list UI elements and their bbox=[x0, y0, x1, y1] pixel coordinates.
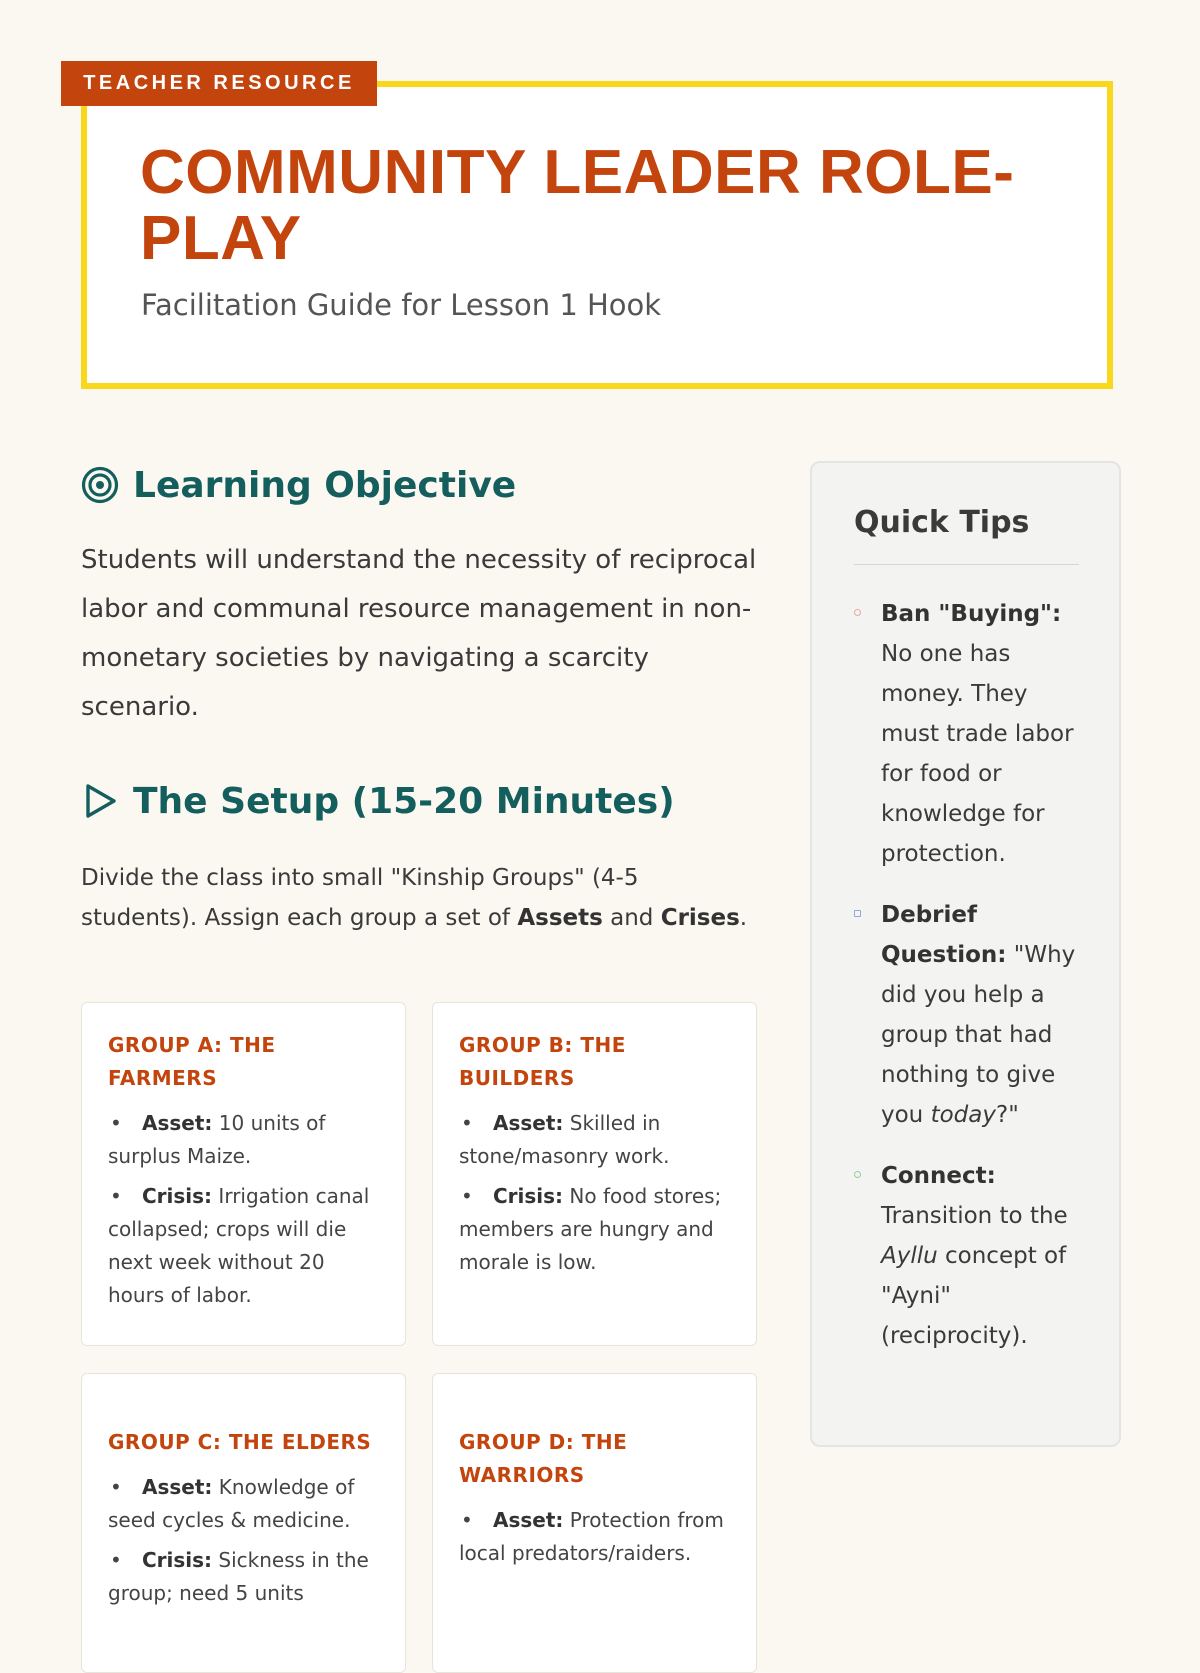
setup-text: Divide the class into small "Kinship Groups" (4-5 students). Assign each group a set of Assets and Crises. bbox=[81, 865, 748, 931]
page-subtitle: Facilitation Guide for Lesson 1 Hook bbox=[141, 288, 662, 322]
quick-tips-heading: Quick Tips bbox=[854, 505, 1030, 540]
list-item: • Asset: Protection from local predators/raiders. bbox=[459, 1508, 724, 1565]
objective-text: Students will understand the necessity of reciprocal labor and communal resource management in non-monetary societies by navigating a scarcity scenario. bbox=[81, 545, 757, 722]
main-content bbox=[81, 460, 761, 1605]
bullet-dot-icon bbox=[854, 910, 861, 917]
list-item: • Crisis: No food stores; members are hungry and morale is low. bbox=[459, 1184, 722, 1274]
group-title: GROUP B: THE BUILDERS bbox=[459, 1033, 626, 1090]
setup-heading bbox=[81, 776, 761, 826]
group-title: GROUP D: THE WARRIORS bbox=[459, 1430, 628, 1487]
divider bbox=[854, 564, 1079, 565]
group-title: GROUP A: THE FARMERS bbox=[108, 1033, 276, 1090]
tip-debrief-question: Debrief Question: "Why did you help a group that had nothing to give you today?" bbox=[854, 895, 1089, 1135]
list-item: • Asset: Skilled in stone/masonry work. bbox=[459, 1111, 670, 1168]
target-icon bbox=[81, 466, 119, 504]
list-item: • Crisis: Sickness in the group; need 5 units bbox=[108, 1548, 369, 1605]
list-item: • Asset: 10 units of surplus Maize. bbox=[108, 1111, 326, 1168]
objective-heading bbox=[81, 460, 761, 510]
group-card-farmers bbox=[81, 1002, 406, 1346]
objective-heading-label: Learning Objective bbox=[133, 464, 517, 506]
quick-tips-panel bbox=[810, 461, 1121, 1447]
group-card-builders bbox=[432, 1002, 757, 1346]
list-item: • Crisis: Irrigation canal collapsed; crops will die next week without 20 hours of labor. bbox=[108, 1184, 370, 1307]
setup-heading-label: The Setup (15-20 Minutes) bbox=[133, 780, 675, 822]
bullet-dot-icon bbox=[854, 609, 861, 616]
tip-ban-buying: Ban "Buying": No one has money. They must trade labor for food or knowledge for protection. bbox=[854, 594, 1089, 874]
group-title: GROUP C: THE ELDERS bbox=[108, 1430, 372, 1454]
teacher-resource-badge: TEACHER RESOURCE bbox=[61, 61, 377, 106]
group-card-elders bbox=[81, 1373, 406, 1673]
bullet-dot-icon bbox=[854, 1171, 861, 1178]
list-item: • Asset: Knowledge of seed cycles & medicine. bbox=[108, 1475, 355, 1532]
page-title: COMMUNITY LEADER ROLE-PLAY bbox=[140, 138, 1015, 273]
tip-connect: Connect: Transition to the Ayllu concept of "Ayni" (reciprocity). bbox=[854, 1156, 1089, 1356]
play-icon bbox=[81, 782, 119, 820]
group-card-warriors bbox=[432, 1373, 757, 1673]
